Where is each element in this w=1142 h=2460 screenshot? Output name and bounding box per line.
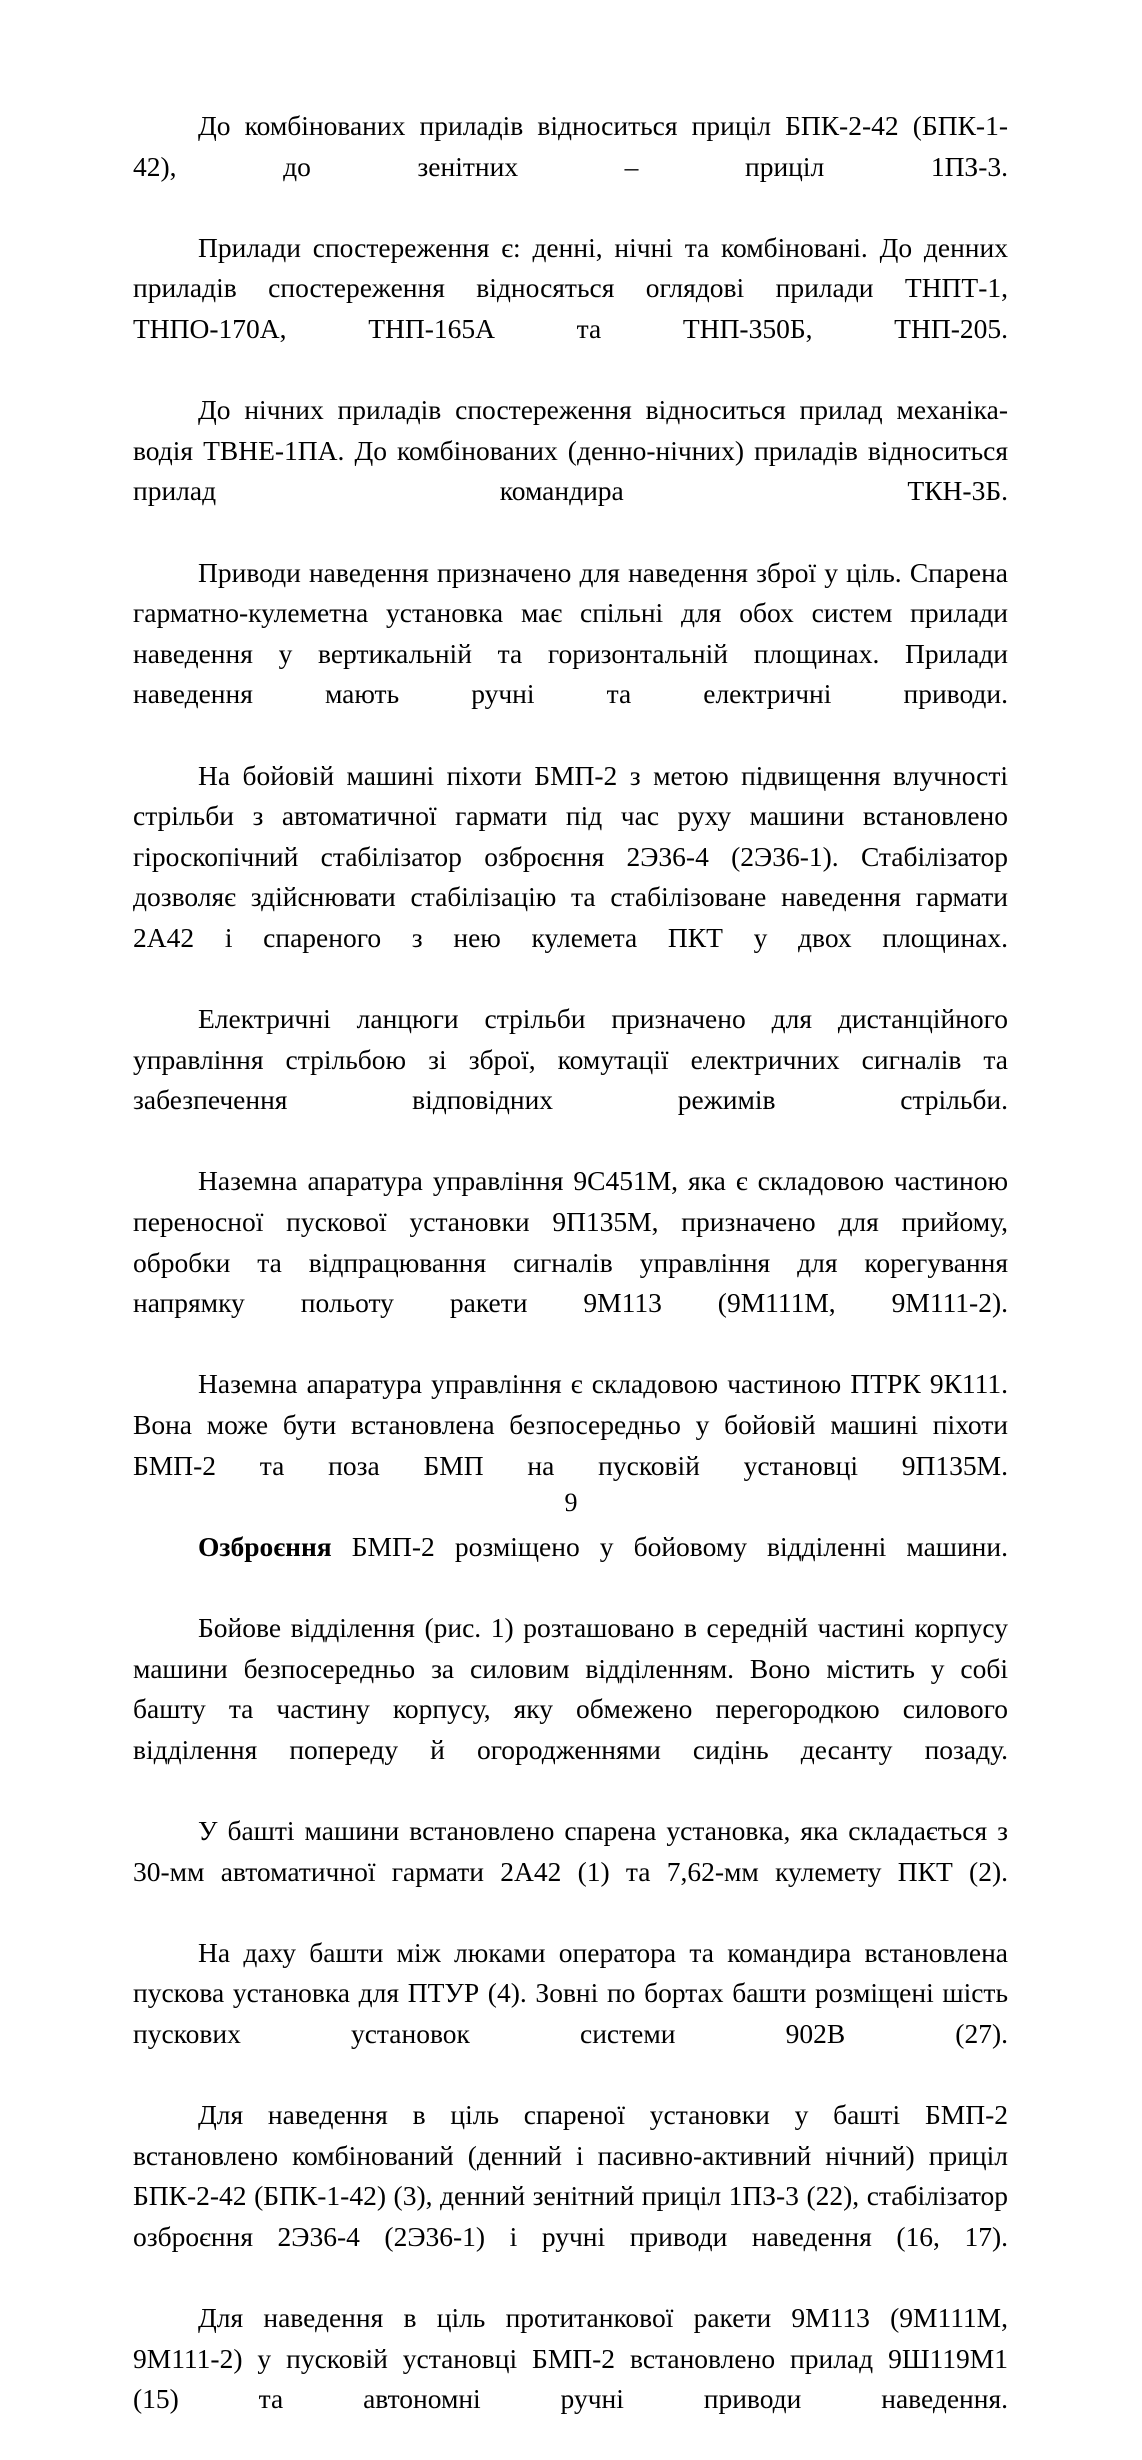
paragraph-1: До комбінованих приладів відноситься приціл БПК-2-42 (БПК-1-42), до зенітних – приціл 1ПЗ-3. bbox=[133, 110, 1008, 182]
armament-heading-inline: Озброєння bbox=[198, 1530, 332, 1562]
paragraph-6: Електричні ланцюги стрільби призначено для дистанційного управління стрільбою зі зброї, комутації електричних сигналів та забезпечення відповідних режимів стрільби. bbox=[133, 1003, 1008, 1116]
paragraph-14: Для наведення в ціль протитанкової ракети 9М113 (9М111М, 9М111-2) у пусковій установці БМП-2 встановлено прилад 9Ш119М1 (15) та автономні ручні приводи наведення. bbox=[133, 2302, 1008, 2415]
page-body-text bbox=[133, 106, 1008, 2460]
paragraph-12: На даху башти між люками оператора та командира встановлена пускова установка для ПТУР (4). Зовні по бортах башти розміщені шість пускових установок системи 902В (27). bbox=[133, 1936, 1008, 2049]
paragraph-8: Наземна апаратура управління є складовою частиною ПТРК 9К111. Вона може бути встановлена безпосередньо у бойовій машині піхоти БМП-2 та поза БМП на пусковій установці 9П135М. bbox=[133, 1368, 1008, 1481]
paragraph-7: Наземна апаратура управління 9С451М, яка є складовою частиною переносної пускової установки 9П135М, призначено для прийому, обробки та відпрацювання сигналів управління для корегування напрямку польоту ракети 9М113 (9М111М, 9М111-2). bbox=[133, 1165, 1008, 1319]
paragraph-10: Бойове відділення (рис. 1) розташовано в середній частині корпусу машини безпосередньо за силовим відділенням. Воно містить у собі башту та частину корпусу, яку обмежено перегородкою силового відділення попереду й огородженнями сидінь десанту позаду. bbox=[133, 1611, 1008, 1765]
paragraph-4: Приводи наведення призначено для наведення зброї у ціль. Спарена гарматно-кулеметна установка має спільні для обох систем прилади наведення у вертикальній та горизонтальній площинах. Прилади наведення мають ручні та електричні приводи. bbox=[133, 556, 1008, 710]
armament-paragraph-text: БМП-2 розміщено у бойовому відділенні машини. bbox=[331, 1530, 1008, 1562]
paragraph-9-armament bbox=[133, 1527, 1008, 1608]
paragraph-13: Для наведення в ціль спареної установки у башті БМП-2 встановлено комбінований (денний і пасивно-активний нічний) приціл БПК-2-42 (БПК-1-42) (3), денний зенітний приціл 1ПЗ-3 (22), стабілізатор озброєння 2Э36-4 (2Э36-1) і ручні приводи наведення (16, 17). bbox=[133, 2099, 1008, 2252]
paragraph-3: До нічних приладів спостереження відноситься прилад механіка-водія ТВНЕ-1ПА. До комбінованих (денно-нічних) приладів відноситься прилад командира ТКН-3Б. bbox=[133, 394, 1008, 507]
page-number: 9 bbox=[564, 1488, 578, 1517]
paragraph-11: У башті машини встановлено спарена установка, яка складається з 30-мм автоматичної гармати 2А42 (1) та 7,62-мм кулемету ПКТ (2). bbox=[133, 1814, 1008, 1887]
paragraph-2: Прилади спостереження є: денні, нічні та комбіновані. До денних приладів спостереження відносяться оглядові прилади ТНПТ-1, ТНПО-170А, ТНП-165А та ТНП-350Б, ТНП-205. bbox=[133, 231, 1008, 344]
paragraph-5: На бойовій машині піхоти БМП-2 з метою підвищення влучності стрільби з автоматичної гармати під час руху машини встановлено гіроскопічний стабілізатор озброєння 2Э36-4 (2Э36-1). Стабілізатор дозволяє здійснювати стабілізацію та стабілізоване наведення гармати 2А42 і спареного з нею кулемета ПКТ у двох площинах. bbox=[133, 759, 1008, 953]
